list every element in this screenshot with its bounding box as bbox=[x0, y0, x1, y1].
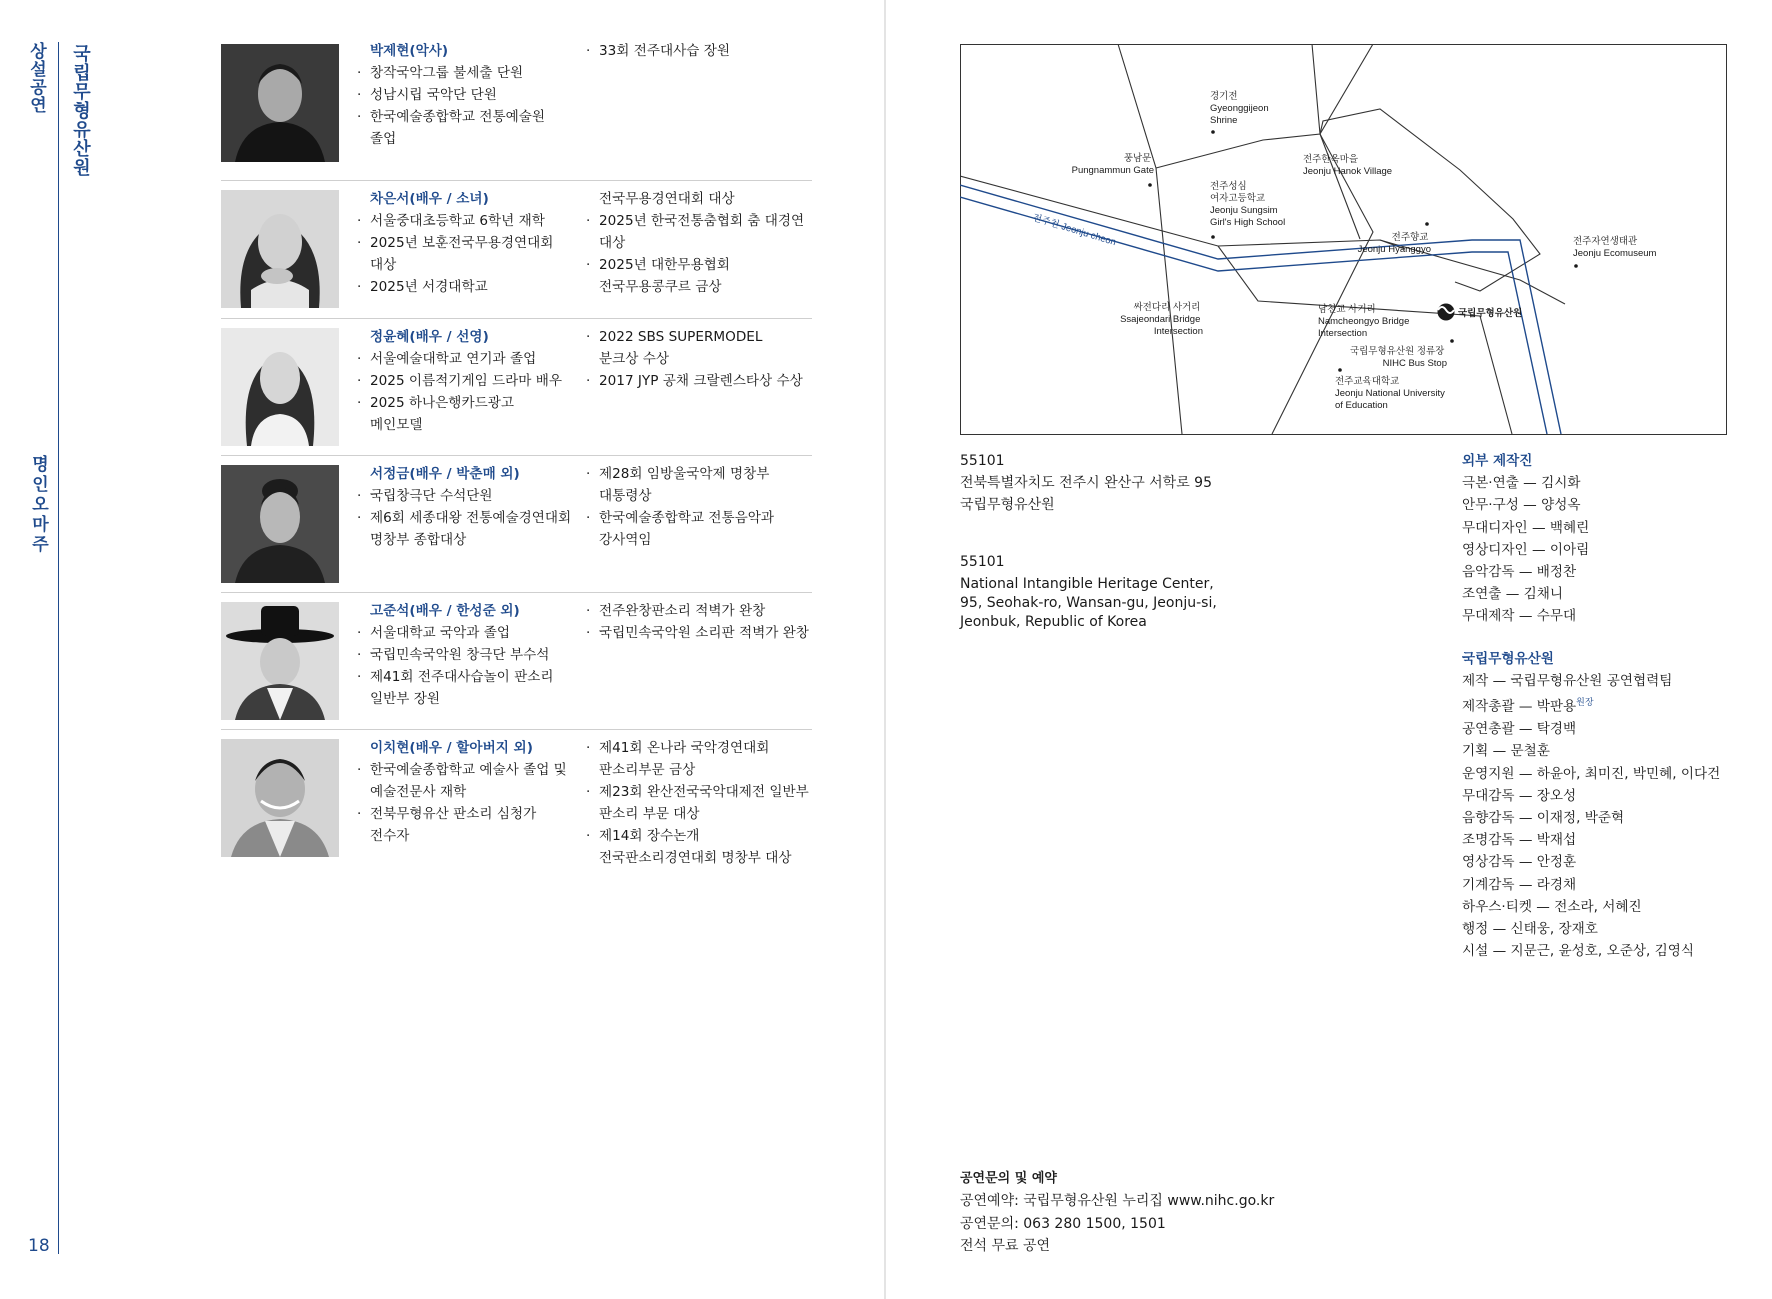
credits-nihc-list bbox=[1462, 718, 1752, 962]
bio-line: · 서울예술대학교 연기과 졸업 bbox=[357, 348, 577, 370]
contact-info bbox=[960, 1168, 1274, 1257]
bio-line: · 창작국악그룹 불세출 단원 bbox=[357, 62, 577, 84]
map-label-namcheongyo-kr: 남천교 사거리 bbox=[1318, 304, 1376, 315]
location-map bbox=[960, 44, 1727, 435]
cast-bio-col2 bbox=[586, 463, 816, 551]
bio-line: 대통령상 bbox=[599, 488, 652, 504]
map-label-university-kr: 전주교육대학교 bbox=[1335, 376, 1400, 387]
bio-line: · 2025년 보훈전국무용경연대회 bbox=[357, 232, 577, 254]
bio-line: · 국립민속국악원 소리판 적벽가 완창 bbox=[586, 622, 816, 644]
credit-line: 공연총괄 — 탁경백 bbox=[1462, 721, 1577, 738]
cast-bio-col1 bbox=[357, 326, 577, 436]
credit-line: 조연출 — 김채니 bbox=[1462, 586, 1564, 603]
map-label-ecomuseum-kr: 전주자연생태관 bbox=[1573, 236, 1638, 247]
bio-line: 강사역임 bbox=[599, 532, 652, 548]
map-label-pungnammun-kr: 풍남문 bbox=[1123, 153, 1152, 164]
address-en-line2: 95, Seohak-ro, Wansan-gu, Jeonju-si, bbox=[960, 595, 1217, 611]
map-label-ecomuseum-en: Jeonju Ecomuseum bbox=[1573, 248, 1657, 259]
map-label-hyanggyo-en: Jeonju Hyanggyo bbox=[1357, 244, 1431, 255]
credit-line: 안무·구성 — 양성옥 bbox=[1462, 497, 1581, 514]
bio-line: 졸업 bbox=[370, 131, 397, 147]
credit-line: 기획 — 문철훈 bbox=[1462, 743, 1550, 760]
bio-line: · 제41회 전주대사습놀이 판소리 bbox=[357, 666, 577, 688]
cast-bio-col1 bbox=[357, 188, 577, 298]
bio-line: · 2025년 서경대학교 bbox=[357, 276, 577, 298]
map-label-hyanggyo-kr: 전주향교 bbox=[1391, 232, 1429, 243]
credit-line: 무대감독 — 장오성 bbox=[1462, 787, 1577, 804]
bio-line: · 2025년 한국전통춤협회 춤 대경연 bbox=[586, 210, 816, 232]
contact-phone: 공연문의: 063 280 1500, 1501 bbox=[960, 1215, 1166, 1232]
map-dot-ecomuseum bbox=[1574, 264, 1578, 268]
director-title-tag: 원장 bbox=[1576, 698, 1594, 709]
map-label-hanok-kr: 전주한옥마을 bbox=[1303, 154, 1359, 165]
map-dot-university bbox=[1338, 368, 1342, 372]
section-label-org: 국립무형유산원 bbox=[70, 44, 91, 177]
bio-line: · 국립창극단 수석단원 bbox=[357, 485, 577, 507]
address-en-line1: National Intangible Heritage Center, bbox=[960, 576, 1214, 592]
contact-heading: 공연문의 및 예약 bbox=[960, 1171, 1057, 1186]
map-label-namcheongyo-en2: Intersection bbox=[1318, 328, 1368, 339]
cast-name: 서정금(배우 / 박춘매 외) bbox=[370, 466, 520, 482]
contact-booking: 공연예약: 국립무형유산원 누리집 www.nihc.go.kr bbox=[960, 1193, 1275, 1210]
credit-line: 기계감독 — 라경채 bbox=[1462, 876, 1577, 893]
cast-name: 박제현(악사) bbox=[370, 43, 449, 59]
map-label-gyeonggijeon-en1: Gyeonggijeon bbox=[1210, 103, 1269, 114]
map-label-namcheongyo-en1: Namcheongyo Bridge bbox=[1318, 316, 1410, 327]
address-kr-org: 국립무형유산원 bbox=[960, 497, 1055, 513]
cast-bio-col1 bbox=[357, 40, 577, 150]
bio-line: · 전북무형유산 판소리 심청가 bbox=[357, 803, 577, 825]
address-en-line3: Jeonbuk, Republic of Korea bbox=[960, 614, 1147, 630]
credit-line: 운영지원 — 하윤아, 최미진, 박민혜, 이다건 bbox=[1462, 765, 1721, 782]
credit-line: 음악감독 — 배정찬 bbox=[1462, 564, 1577, 581]
map-dot-hyanggyo bbox=[1425, 222, 1429, 226]
bio-line: 전국무용경연대회 대상 bbox=[599, 191, 735, 207]
address-en-postcode: 55101 bbox=[960, 554, 1005, 570]
map-label-sungsim-kr1: 전주성심 bbox=[1210, 181, 1247, 192]
credits-external bbox=[1462, 450, 1752, 628]
bio-line: · 33회 전주대사습 장원 bbox=[586, 40, 816, 62]
page-number: 18 bbox=[28, 1236, 50, 1256]
cast-name: 차은서(배우 / 소녀) bbox=[370, 191, 489, 207]
credit-line: 영상디자인 — 이아림 bbox=[1462, 541, 1590, 558]
map-label-gyeonggijeon-en2: Shrine bbox=[1210, 115, 1238, 126]
cast-photo bbox=[221, 44, 339, 162]
cast-member bbox=[221, 44, 812, 181]
bio-line: 전수자 bbox=[370, 828, 410, 844]
map-label-ssajeondari-en1: Ssajeondari Bridge bbox=[1120, 314, 1201, 325]
cast-member bbox=[221, 319, 812, 456]
map-dot-gyeonggijeon bbox=[1211, 130, 1215, 134]
map-label-pungnammun-en: Pungnammun Gate bbox=[1071, 165, 1154, 176]
cast-photo bbox=[221, 328, 339, 446]
map-label-university-en2: of Education bbox=[1335, 400, 1388, 411]
cast-member bbox=[221, 593, 812, 730]
bio-line: 판소리 부문 대상 bbox=[599, 806, 700, 822]
cast-name: 정윤혜(배우 / 선영) bbox=[370, 329, 489, 345]
cast-photo bbox=[221, 465, 339, 583]
credits-external-heading: 외부 제작진 bbox=[1462, 453, 1533, 469]
credits-external-list bbox=[1462, 472, 1752, 627]
bio-line: 전국판소리경연대회 명창부 대상 bbox=[599, 850, 792, 866]
cast-member bbox=[221, 456, 812, 593]
bio-line: · 제23회 완산전국국악대제전 일반부 bbox=[586, 781, 816, 803]
cast-name: 고준석(배우 / 한성준 외) bbox=[370, 603, 520, 619]
bio-line: · 서울대학교 국악과 졸업 bbox=[357, 622, 577, 644]
cast-bio-col1 bbox=[357, 737, 577, 847]
credit-line: 무대제작 — 수무대 bbox=[1462, 608, 1577, 625]
map-dot-pungnammun bbox=[1148, 183, 1152, 187]
cast-member bbox=[221, 730, 812, 866]
cast-bio-col2 bbox=[586, 737, 816, 869]
credit-line-director bbox=[1462, 692, 1752, 718]
map-label-river: 전주천 Jeonju cheon bbox=[1031, 212, 1118, 249]
credit-line: 무대디자인 — 백혜린 bbox=[1462, 519, 1590, 536]
bio-line: · 제41회 온나라 국악경연대회 bbox=[586, 737, 816, 759]
credit-line: 시설 — 지문근, 윤성호, 오준상, 김영식 bbox=[1462, 943, 1695, 960]
bio-line: · 한국예술종합학교 예술사 졸업 및 bbox=[357, 759, 577, 781]
address-kr-street: 전북특별자치도 전주시 완산구 서학로 95 bbox=[960, 475, 1212, 491]
sidebar-rule bbox=[58, 42, 59, 1254]
bio-line: · 2025 하나은행카드광고 bbox=[357, 392, 577, 414]
bio-line: 판소리부문 금상 bbox=[599, 762, 696, 778]
bio-line: · 한국예술종합학교 전통음악과 bbox=[586, 507, 816, 529]
show-title: 명인오마주 bbox=[28, 455, 48, 555]
bio-line: 대상 bbox=[370, 257, 397, 273]
credit-line: 극본·연출 — 김시화 bbox=[1462, 475, 1581, 492]
bio-line: · 전주완창판소리 적벽가 완창 bbox=[586, 600, 816, 622]
map-label-sungsim-en2: Girl's High School bbox=[1210, 217, 1286, 228]
map-label-university-en1: Jeonju National University bbox=[1335, 388, 1445, 399]
bio-line: · 국립민속국악원 창극단 부수석 bbox=[357, 644, 577, 666]
cast-bio-col2 bbox=[586, 600, 816, 644]
bio-line: · 제14회 장수논개 bbox=[586, 825, 816, 847]
cast-bio-col2 bbox=[586, 188, 816, 298]
map-label-ssajeondari-kr: 싸전다리 사거리 bbox=[1133, 302, 1201, 313]
map-label-sungsim-en1: Jeonju Sungsim bbox=[1210, 205, 1278, 216]
address-korean bbox=[960, 450, 1212, 516]
map-label-gyeonggijeon-kr: 경기전 bbox=[1210, 91, 1238, 102]
address-english bbox=[960, 553, 1217, 632]
bio-line: 일반부 장원 bbox=[370, 691, 440, 707]
map-label-sungsim-kr2: 여자고등학교 bbox=[1210, 193, 1266, 204]
map-label-busstop-en: NIHC Bus Stop bbox=[1382, 358, 1447, 369]
left-page bbox=[0, 0, 884, 1299]
map-label-hanok-en: Jeonju Hanok Village bbox=[1303, 166, 1393, 177]
bio-line: · 제28회 임방울국악제 명창부 bbox=[586, 463, 816, 485]
cast-name: 이치현(배우 / 할아버지 외) bbox=[370, 740, 533, 756]
cast-photo bbox=[221, 190, 339, 308]
bio-line: 메인모델 bbox=[370, 417, 423, 433]
bio-line: · 성남시립 국악단 단원 bbox=[357, 84, 577, 106]
map-label-busstop-kr: 국립무형유산원 정류장 bbox=[1349, 346, 1445, 357]
cast-bio-col1 bbox=[357, 463, 577, 551]
credit-line: 조명감독 — 박재섭 bbox=[1462, 832, 1577, 849]
bio-line: · 한국예술종합학교 전통예술원 bbox=[357, 106, 577, 128]
credits-nihc bbox=[1462, 648, 1752, 962]
bio-line: · 2025년 대한무용협회 bbox=[586, 254, 816, 276]
credit-director-text: 제작총괄 — 박판용 bbox=[1462, 698, 1577, 715]
bio-line: 대상 bbox=[599, 235, 626, 251]
cast-member bbox=[221, 181, 812, 319]
credits-nihc-heading: 국립무형유산원 bbox=[1462, 651, 1554, 667]
cast-photo bbox=[221, 602, 339, 720]
bio-line: · 제6회 세종대왕 전통예술경연대회 bbox=[357, 507, 577, 529]
credit-line: 제작 — 국립무형유산원 공연협력팀 bbox=[1462, 673, 1673, 690]
bio-line: 분크상 수상 bbox=[599, 351, 669, 367]
bio-line: · 2017 JYP 공채 크랄렌스타상 수상 bbox=[586, 370, 816, 392]
section-label-regular: 상설공연 bbox=[26, 42, 46, 114]
bio-line: · 2022 SBS SUPERMODEL bbox=[586, 326, 816, 348]
credit-line: 행정 — 신태웅, 장재호 bbox=[1462, 920, 1598, 937]
map-dot-sungsim bbox=[1211, 235, 1215, 239]
bio-line: · 서울중대초등학교 6학년 재학 bbox=[357, 210, 577, 232]
bio-line: 전국무용콩쿠르 금상 bbox=[599, 279, 722, 295]
cast-bio-col1 bbox=[357, 600, 577, 710]
bio-line: 명창부 종합대상 bbox=[370, 532, 467, 548]
credit-line: 영상감독 — 안정훈 bbox=[1462, 854, 1577, 871]
contact-free: 전석 무료 공연 bbox=[960, 1237, 1051, 1254]
bio-line: 예술전문사 재학 bbox=[370, 784, 467, 800]
cast-bio-col2 bbox=[586, 326, 816, 392]
address-kr-postcode: 55101 bbox=[960, 453, 1005, 469]
credit-line: 하우스·티켓 — 전소라, 서혜진 bbox=[1462, 898, 1642, 915]
bio-line: · 2025 이름적기게임 드라마 배우 bbox=[357, 370, 577, 392]
map-label-nihc: 국립무형유산원 bbox=[1458, 308, 1523, 319]
cast-photo bbox=[221, 739, 339, 857]
cast-list bbox=[221, 44, 812, 866]
map-label-ssajeondari-en2: Intersection bbox=[1153, 326, 1203, 337]
map-dot-busstop bbox=[1450, 339, 1454, 343]
credit-line: 음향감독 — 이재정, 박준혁 bbox=[1462, 809, 1625, 826]
cast-bio-col2 bbox=[586, 40, 816, 62]
